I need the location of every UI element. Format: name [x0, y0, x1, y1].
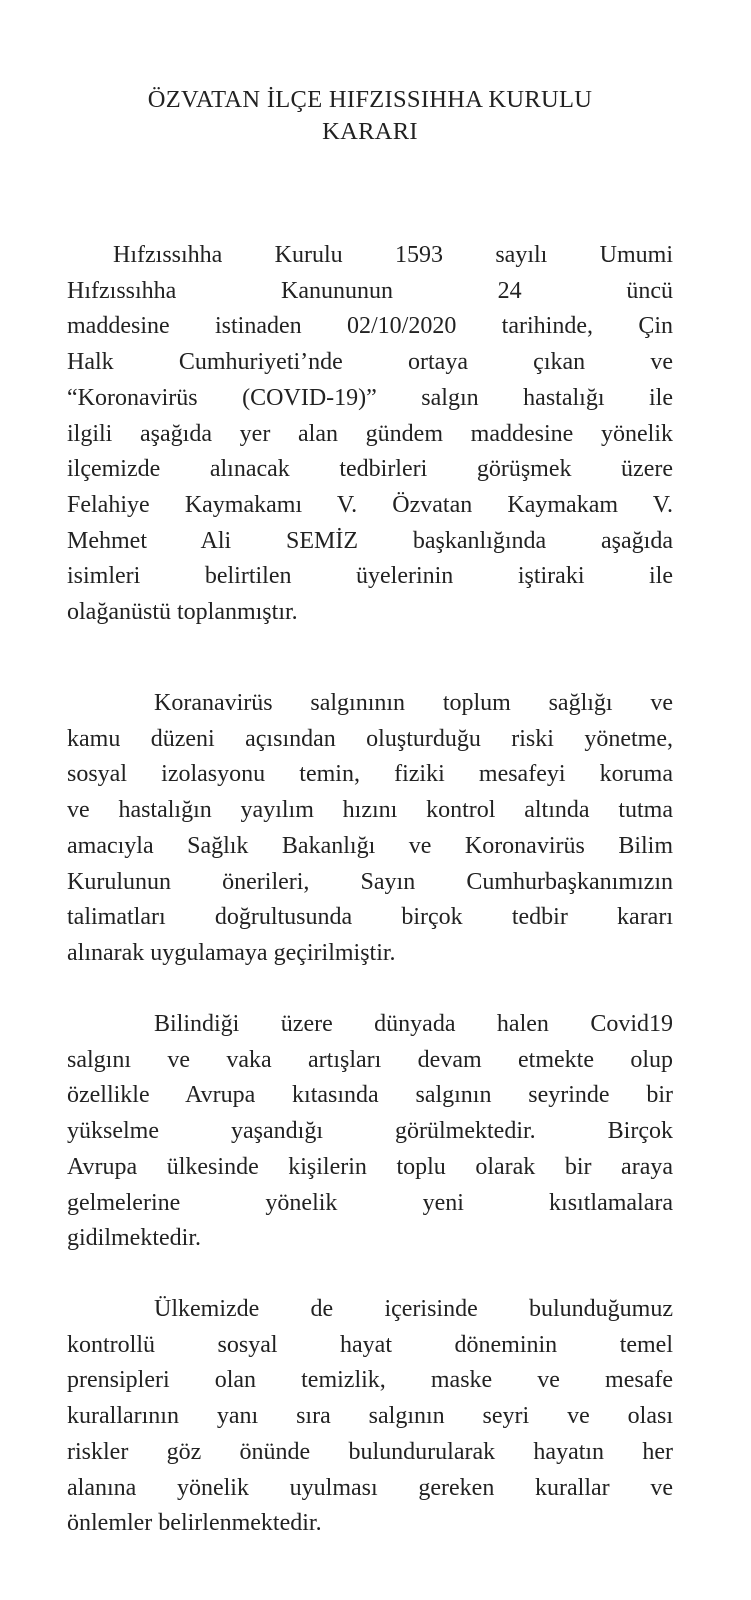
paragraph-line: kontrollü sosyal hayat döneminin temel — [67, 1331, 673, 1358]
paragraph-line: talimatları doğrultusunda birçok tedbir kararı — [67, 904, 673, 931]
title-line-1: ÖZVATAN İLÇE HIFZISSIHHA KURULU — [147, 86, 593, 113]
paragraph-line: amacıyla Sağlık Bakanlığı ve Koronavirüs Bilim — [67, 832, 673, 859]
paragraph-2 — [67, 686, 673, 972]
paragraph-line: olağanüstü toplanmıştır. — [67, 599, 298, 626]
paragraph-line: Mehmet Ali SEMİZ başkanlığında aşağıda — [67, 527, 673, 554]
document-title — [67, 84, 673, 148]
paragraph-line: riskler göz önünde bulundurularak hayatın her — [67, 1438, 673, 1465]
paragraph-line: Bilindiği üzere dünyada halen Covid19 — [154, 1011, 673, 1037]
paragraph-line: Halk Cumhuriyeti’nde ortaya çıkan ve — [67, 349, 673, 376]
paragraph-line: Koranavirüs salgınının toplum sağlığı ve — [154, 690, 673, 716]
paragraph-1 — [67, 238, 673, 631]
paragraph-line: önlemler belirlenmektedir. — [67, 1510, 322, 1537]
paragraph-line: gelmelerine yönelik yeni kısıtlamalara — [67, 1189, 673, 1216]
paragraph-line: Felahiye Kaymakamı V. Özvatan Kaymakam V. — [67, 491, 673, 518]
paragraph-line: prensipleri olan temizlik, maske ve mesafe — [67, 1367, 673, 1394]
paragraph-line: isimleri belirtilen üyelerinin iştiraki ile — [67, 563, 673, 590]
paragraph-line: alınarak uygulamaya geçirilmiştir. — [67, 939, 396, 966]
paragraph-line: kurallarının yanı sıra salgının seyri ve olası — [67, 1403, 673, 1430]
paragraph-line: yükselme yaşandığı görülmektedir. Birçok — [67, 1118, 673, 1145]
paragraph-line: Hıfzıssıhha Kurulu 1593 sayılı Umumi — [113, 242, 673, 268]
paragraph-line: ilçemizde alınacak tedbirleri görüşmek üzere — [67, 456, 673, 483]
paragraph-line: salgını ve vaka artışları devam etmekte olup — [67, 1046, 673, 1073]
paragraph-line: “Koronavirüs (COVID-19)” salgın hastalığı ile — [67, 384, 673, 411]
paragraph-line: Ülkemizde de içerisinde bulunduğumuz — [154, 1296, 673, 1322]
paragraph-line: Kurulunun önerileri, Sayın Cumhurbaşkanımızın — [67, 868, 673, 895]
title-line-2: KARARI — [322, 118, 418, 145]
paragraph-line: ve hastalığın yayılım hızını kontrol altında tutma — [67, 797, 673, 824]
paragraph-3 — [67, 1007, 673, 1257]
paragraph-line: özellikle Avrupa kıtasında salgının seyrinde bir — [67, 1082, 673, 1109]
document-page — [67, 84, 673, 1537]
paragraph-line: Avrupa ülkesinde kişilerin toplu olarak bir araya — [67, 1153, 673, 1180]
paragraph-4 — [67, 1292, 673, 1542]
paragraph-line: gidilmektedir. — [67, 1225, 201, 1252]
paragraph-line: sosyal izolasyonu temin, fiziki mesafeyi koruma — [67, 761, 673, 788]
paragraph-line: maddesine istinaden 02/10/2020 tarihinde, Çin — [67, 313, 673, 340]
paragraph-line: kamu düzeni açısından oluşturduğu riski yönetme, — [67, 725, 673, 752]
paragraph-line: alanına yönelik uyulması gereken kurallar ve — [67, 1474, 673, 1501]
paragraph-line: ilgili aşağıda yer alan gündem maddesine yönelik — [67, 420, 673, 447]
paragraph-line: Hıfzıssıhha Kanununun 24 üncü — [67, 277, 673, 304]
